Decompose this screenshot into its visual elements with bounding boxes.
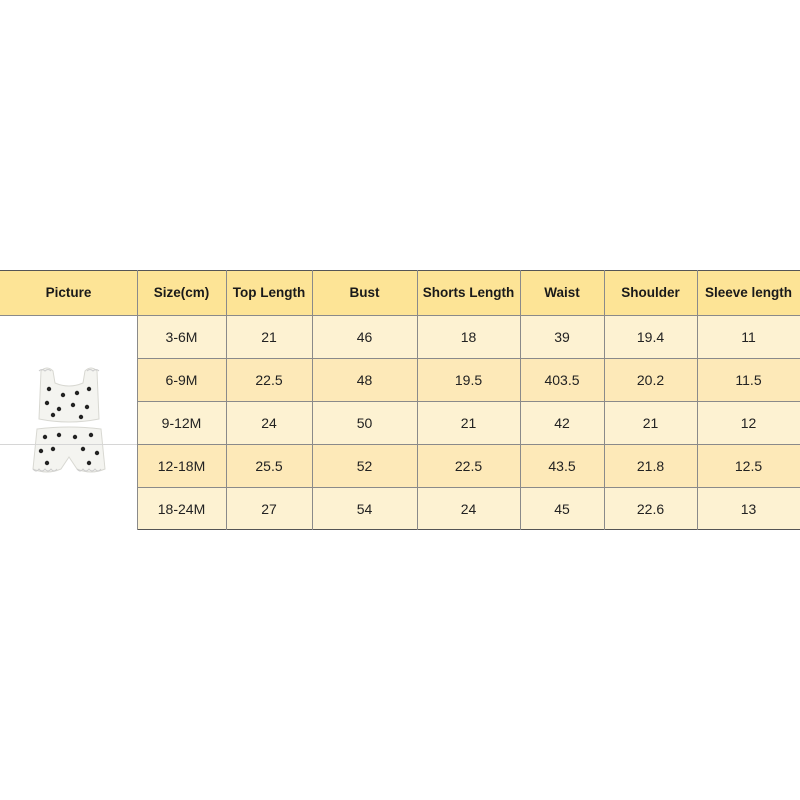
waist-cell: 43.5 (520, 444, 604, 487)
waist-cell: 45 (520, 487, 604, 530)
size-chart-table (0, 270, 800, 530)
size-cell: 6-9M (137, 358, 226, 401)
waist-cell: 403.5 (520, 358, 604, 401)
shorts-length-cell: 22.5 (417, 444, 520, 487)
bust-cell: 48 (312, 358, 417, 401)
header-size: Size(cm) (137, 270, 226, 315)
bust-cell: 52 (312, 444, 417, 487)
top-length-cell: 24 (226, 401, 312, 444)
grid-line (0, 270, 800, 271)
grid-line (0, 315, 800, 316)
bust-cell: 54 (312, 487, 417, 530)
size-cell: 9-12M (137, 401, 226, 444)
shorts-length-cell: 18 (417, 315, 520, 358)
top-length-cell: 25.5 (226, 444, 312, 487)
top-length-cell: 22.5 (226, 358, 312, 401)
grid-line (312, 270, 313, 530)
header-shoulder: Shoulder (604, 270, 697, 315)
grid-line (226, 270, 227, 530)
shoulder-cell: 19.4 (604, 315, 697, 358)
grid-line (137, 270, 138, 530)
size-cell: 12-18M (137, 444, 226, 487)
sleeve-length-cell: 11.5 (697, 358, 800, 401)
shorts-length-cell: 21 (417, 401, 520, 444)
grid-line (417, 270, 418, 530)
top-length-cell: 21 (226, 315, 312, 358)
grid-line (137, 401, 800, 402)
shorts-length-cell: 19.5 (417, 358, 520, 401)
grid-line (137, 444, 800, 445)
shoulder-cell: 21.8 (604, 444, 697, 487)
waist-cell: 39 (520, 315, 604, 358)
header-bust: Bust (312, 270, 417, 315)
bust-cell: 46 (312, 315, 417, 358)
sleeve-length-cell: 13 (697, 487, 800, 530)
shoulder-cell: 22.6 (604, 487, 697, 530)
sleeve-length-cell: 12.5 (697, 444, 800, 487)
product-picture-cell (0, 315, 137, 530)
header-waist: Waist (520, 270, 604, 315)
header-top-length: Top Length (226, 270, 312, 315)
size-cell: 18-24M (137, 487, 226, 530)
size-cell: 3-6M (137, 315, 226, 358)
grid-line (137, 487, 800, 488)
waist-cell: 42 (520, 401, 604, 444)
grid-line (137, 529, 800, 530)
sleeve-length-cell: 11 (697, 315, 800, 358)
header-sleeve-length: Sleeve length (697, 270, 800, 315)
shorts-length-cell: 24 (417, 487, 520, 530)
grid-line (520, 270, 521, 530)
header-picture: Picture (0, 270, 137, 315)
bust-cell: 50 (312, 401, 417, 444)
header-shorts-length: Shorts Length (417, 270, 520, 315)
grid-line (697, 270, 698, 530)
top-length-cell: 27 (226, 487, 312, 530)
grid-line (604, 270, 605, 530)
sleeve-length-cell: 12 (697, 401, 800, 444)
baby-outfit-heart-print-icon (19, 363, 119, 483)
shoulder-cell: 20.2 (604, 358, 697, 401)
shoulder-cell: 21 (604, 401, 697, 444)
grid-line (137, 358, 800, 359)
